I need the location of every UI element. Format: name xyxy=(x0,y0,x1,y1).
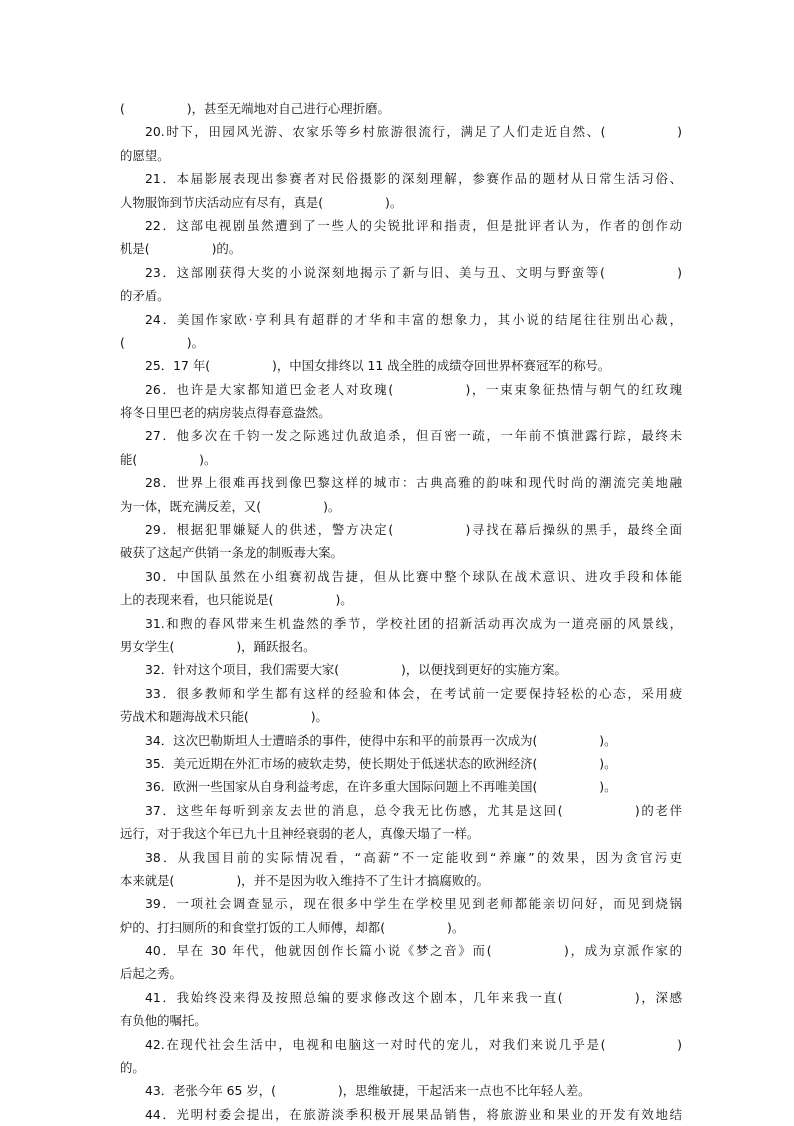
text-line: 23．这部刚获得大奖的小说深刻地揭示了新与旧、美与丑、文明与野蛮等( ) xyxy=(145,264,682,280)
text-line: 破获了这起产供销一条龙的制贩毒大案。 xyxy=(120,545,344,561)
text-line: 40．早在 30 年代，他就因创作长篇小说《梦之音》而( )，成为京派作家的 xyxy=(145,943,682,959)
text-line: 上的表现来看，也只能说是( )。 xyxy=(120,592,353,608)
text-line: ( )。 xyxy=(120,334,205,350)
text-line: 劳战术和题海战术只能( )。 xyxy=(120,709,328,725)
text-line: 21．本届影展表现出参赛者对民俗摄影的深刻理解，参赛作品的题材从日常生活习俗、 xyxy=(145,171,682,187)
text-line: 有负他的嘱托。 xyxy=(120,1013,207,1029)
text-line: 38．从我国目前的实际情况看，“高薪”不一定能收到“养廉”的效果，因为贪官污吏 xyxy=(145,849,682,865)
text-line: 37．这些年每听到亲友去世的消息，总令我无比伤感，尤其是这回( )的老伴 xyxy=(145,802,682,818)
text-line: 本来就是( )，并不是因为收入维持不了生计才搞腐败的。 xyxy=(120,872,489,888)
document-page xyxy=(120,97,682,1126)
text-line: 能( )。 xyxy=(120,451,217,467)
text-line: 的。 xyxy=(120,1060,145,1076)
text-line: 28．世界上很难再找到像巴黎这样的城市：古典高雅的韵味和现代时尚的潮流完美地融 xyxy=(145,475,682,491)
text-line: 的矛盾。 xyxy=(120,288,170,304)
text-line: 为一体，既充满反差，又( )。 xyxy=(120,498,341,514)
text-line: 30．中国队虽然在小组赛初战告捷，但从比赛中整个球队在战术意识、进攻手段和体能 xyxy=(145,568,682,584)
text-line: 32．针对这个项目，我们需要大家( )，以便找到更好的实施方案。 xyxy=(145,662,567,678)
text-line: 26．也许是大家都知道巴金老人对玫瑰( )，一束束象征热情与朝气的红玫瑰 xyxy=(145,381,682,397)
text-line: 29．根据犯罪嫌疑人的供述，警方决定( )寻找在幕后操纵的黑手，最终全面 xyxy=(145,522,682,538)
text-line: 44．光明村委会提出，在旅游淡季积极开展果品销售，将旅游业和果业的开发有效地结 xyxy=(145,1106,682,1122)
text-line: 男女学生( )，踊跃报名。 xyxy=(120,638,316,654)
text-line: 25．17 年( )，中国女排终以 11 战全胜的成绩夺回世界杯赛冠军的称号。 xyxy=(145,358,611,374)
text-line: 33．很多教师和学生都有这样的经验和体会，在考试前一定要保持轻松的心态，采用疲 xyxy=(145,685,682,701)
text-line: 35．美元近期在外汇市场的疲软走势，使长期处于低迷状态的欧洲经济( )。 xyxy=(145,755,617,771)
text-line: 36．欧洲一些国家从自身利益考虑，在许多重大国际问题上不再唯美国( )。 xyxy=(145,779,617,795)
text-line: 34．这次巴勒斯坦人士遭暗杀的事件，使得中东和平的前景再一次成为( )。 xyxy=(145,732,617,748)
text-line: 43．老张今年 65 岁，( )，思维敏捷，干起活来一点也不比年轻人差。 xyxy=(145,1083,591,1099)
text-line: 人物服饰到节庆活动应有尽有，真是( )。 xyxy=(120,194,403,210)
text-line: 炉的、打扫厕所的和食堂打饭的工人师傅，却都( )。 xyxy=(120,919,465,935)
text-line: 39．一项社会调查显示，现在很多中学生在学校里见到老师都能亲切问好，而见到烧锅 xyxy=(145,896,682,912)
text-line: 机是( )的。 xyxy=(120,241,242,257)
text-line: 41．我始终没来得及按照总编的要求修改这个剧本，几年来我一直( )，深感 xyxy=(145,989,682,1005)
text-line: 27．他多次在千钧一发之际逃过仇敌追杀，但百密一疏，一年前不慎泄露行踪，最终未 xyxy=(145,428,682,444)
text-line: 20.时下，田园风光游、农家乐等乡村旅游很流行，满足了人们走近自然、( ) xyxy=(145,124,682,140)
text-line: 42.在现代社会生活中，电视和电脑这一对时代的宠儿，对我们来说几乎是( ) xyxy=(145,1036,682,1052)
text-line: 后起之秀。 xyxy=(120,966,182,982)
text-line: 31.和煦的春风带来生机盎然的季节，学校社团的招新活动再次成为一道亮丽的风景线， xyxy=(145,615,682,631)
text-line: 22．这部电视剧虽然遭到了一些人的尖锐批评和指责，但是批评者认为，作者的创作动 xyxy=(145,217,682,233)
text-line: 24．美国作家欧·亨利具有超群的才华和丰富的想象力，其小说的结尾往往别出心裁， xyxy=(145,311,682,327)
text-line: 远行，对于我这个年已九十且神经衰弱的老人，真像天塌了一样。 xyxy=(120,826,480,842)
text-line: 将冬日里巴老的病房装点得春意盎然。 xyxy=(120,405,331,421)
text-line: 的愿望。 xyxy=(120,147,170,163)
text-line: ( )，甚至无端地对自己进行心理折磨。 xyxy=(120,101,390,116)
